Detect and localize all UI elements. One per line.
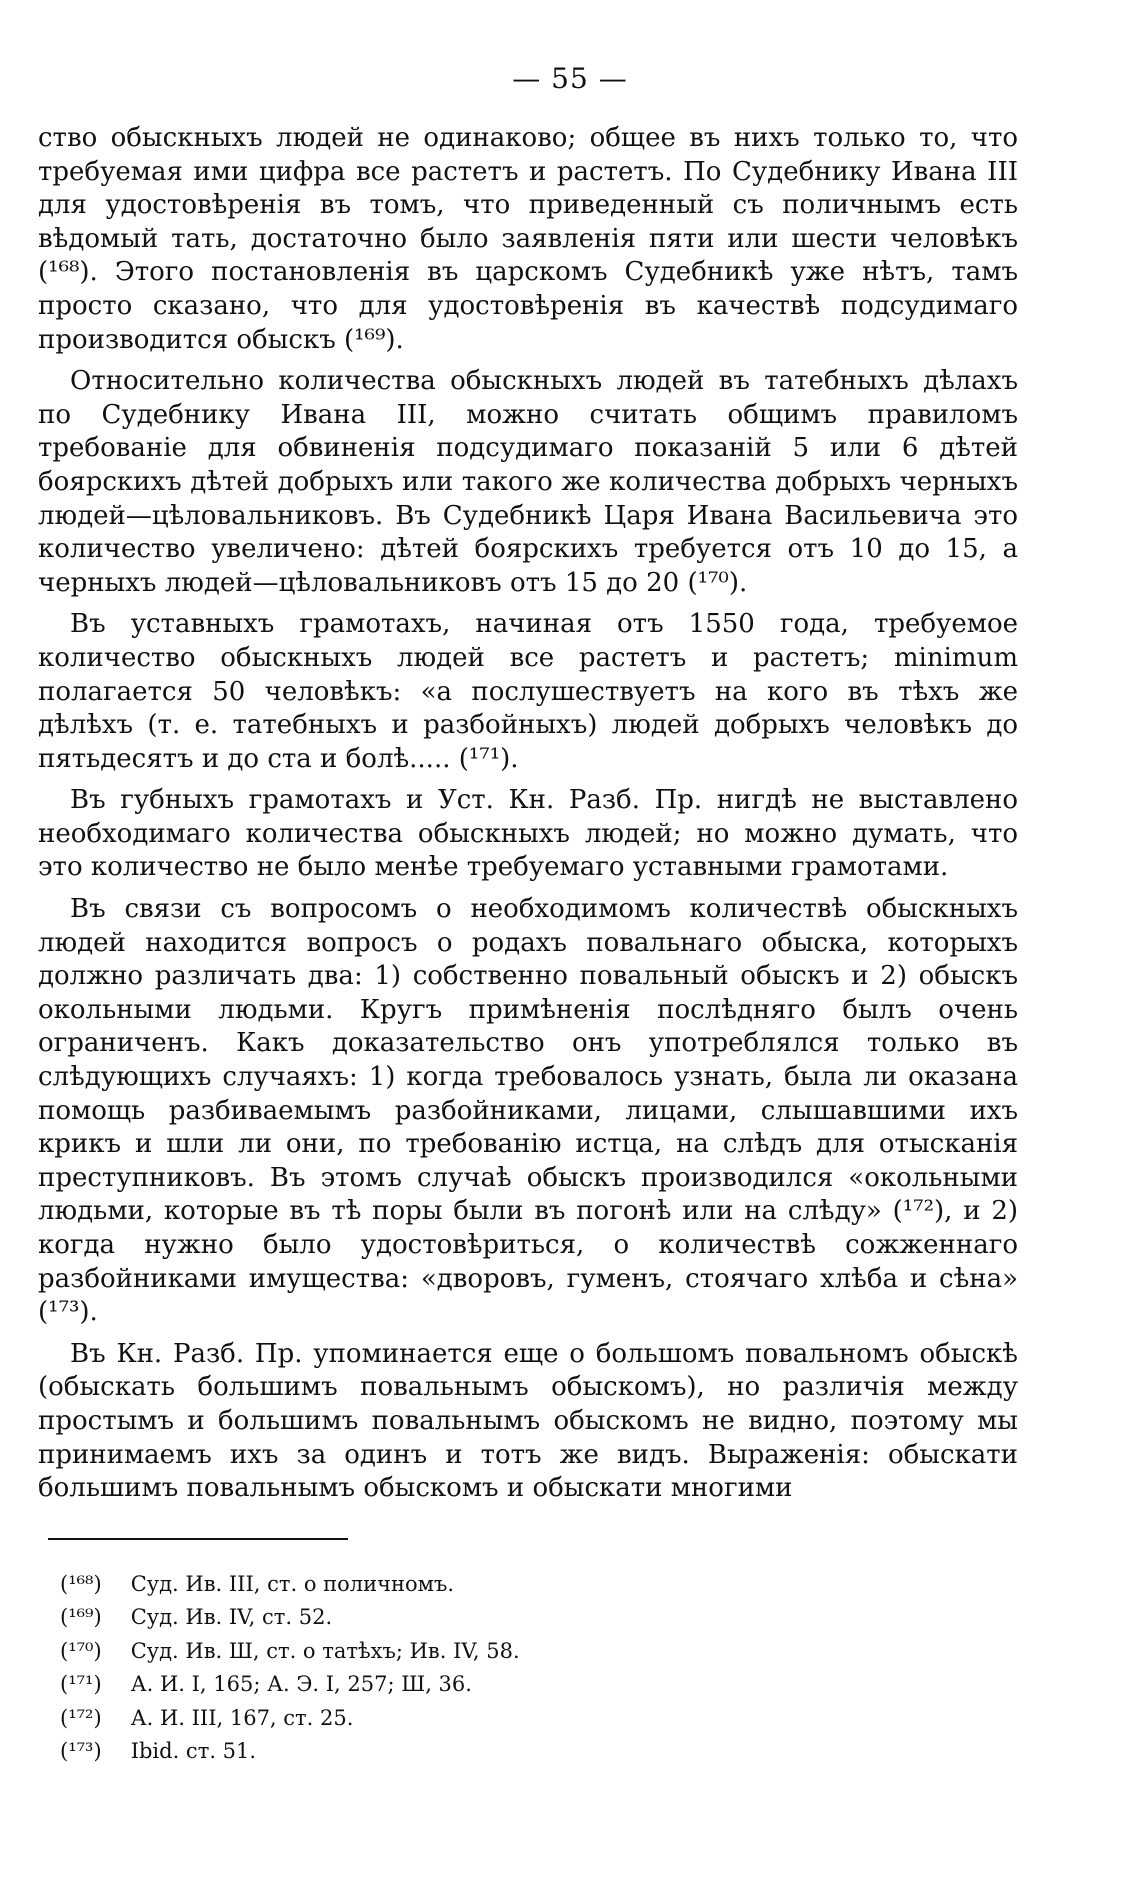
footnote-divider bbox=[48, 1538, 348, 1540]
paragraph-4: Въ губныхъ грамотахъ и Уст. Кн. Разб. Пр. нигдѣ не выставлено необходимаго количества обыскныхъ людей; но можно думать, что это количество не было менѣе требуемаго уставными грамотами. bbox=[38, 785, 1018, 883]
paragraph-1: ство обыскныхъ людей не одинаково; общее въ нихъ только то, что требуемая ими цифра все растетъ и растетъ. По Судебнику Ивана III для удостовѣренія въ томъ, что приведенный съ поличнымъ есть вѣдомый тать, достаточно было заявленія пяти или шести человѣкъ (¹⁶⁸). Этого постановленія въ царскомъ Судебникѣ уже нѣтъ, тамъ просто сказано, что для удостовѣренія въ качествѣ подсудимаго производится обыскъ (¹⁶⁹). bbox=[38, 123, 1018, 355]
paragraph-5: Въ связи съ вопросомъ о необходимомъ количествѣ обыскныхъ людей находится вопросъ о родахъ повальнаго обыска, которыхъ должно различать два: 1) собственно повальный обыскъ и 2) обыскъ окольными людьми. Кругъ примѣненія послѣдняго былъ очень ограниченъ. Какъ доказательство онъ употреблялся только въ слѣдующихъ случаяхъ: 1) когда требовалось узнать, была ли оказана помощь разбиваемымъ разбойниками, лицами, слышавшими ихъ крикъ и шли ли они, по требованію истца, на слѣдъ для отысканія преступниковъ. Въ этомъ случаѣ обыскъ производился «окольными людьми, которые въ тѣ поры были въ погонѣ или на слѣду» (¹⁷²), и 2) когда нужно было удостовѣриться, о количествѣ сожженнаго разбойниками имущества: «дворовъ, гуменъ, стоячаго хлѣба и сѣна» (¹⁷³). bbox=[38, 894, 1018, 1328]
paragraph-6: Въ Кн. Разб. Пр. упоминается еще о большомъ повальномъ обыскѣ (обыскать большимъ повальнымъ обыскомъ), но различія между простымъ и большимъ повальнымъ обыскомъ не видно, поэтому мы принимаемъ ихъ за одинъ и тотъ же видъ. Выраженія: обыскати большимъ повальнымъ обыскомъ и обыскати многими bbox=[38, 1338, 1018, 1504]
footnote-text: А. И. I, 165; А. Э. I, 257; Ш, 36. bbox=[130, 1672, 472, 1697]
footnote-171 bbox=[60, 1668, 960, 1701]
footnote-text: Суд. Ив. Ш, ст. о татѣхъ; Ив. IV, 58. bbox=[130, 1638, 520, 1663]
footnote-170 bbox=[60, 1635, 960, 1668]
footnote-mark: (¹⁷³) bbox=[60, 1739, 102, 1764]
paragraph-3: Въ уставныхъ грамотахъ, начиная отъ 1550 года, требуемое количество обыскныхъ людей все растетъ и растетъ; minimum полагается 50 человѣкъ: «а послушествуетъ на кого въ тѣхъ же дѣлѣхъ (т. е. татебныхъ и разбойныхъ) людей добрыхъ человѣкъ до пятьдесятъ и до ста и болѣ..... (¹⁷¹). bbox=[38, 609, 1018, 774]
body-text bbox=[38, 122, 1018, 1514]
footnote-text: Суд. Ив. IV, ст. 52. bbox=[130, 1605, 333, 1630]
footnote-mark: (¹⁶⁹) bbox=[60, 1605, 102, 1630]
footnote-mark: (¹⁷¹) bbox=[60, 1672, 102, 1697]
footnote-text: Ibid. ст. 51. bbox=[130, 1739, 257, 1764]
footnote-mark: (¹⁷²) bbox=[60, 1705, 102, 1730]
footnote-172 bbox=[60, 1702, 960, 1735]
footnote-mark: (¹⁷⁰) bbox=[60, 1638, 102, 1663]
footnote-173 bbox=[60, 1735, 960, 1768]
footnote-169 bbox=[60, 1601, 960, 1634]
paragraph-2: Относительно количества обыскныхъ людей въ татебныхъ дѣлахъ по Судебнику Ивана III, можно считать общимъ правиломъ требованіе для обвиненія подсудимаго показаній 5 или 6 дѣтей боярскихъ дѣтей добрыхъ или такого же количества добрыхъ черныхъ людей—цѣловальниковъ. Въ Судебникѣ Царя Ивана Васильевича это количество увеличено: дѣтей боярскихъ требуется отъ 10 до 15, а черныхъ людей—цѣловальниковъ отъ 15 до 20 (¹⁷⁰). bbox=[38, 366, 1018, 598]
footnote-mark: (¹⁶⁸) bbox=[60, 1572, 102, 1596]
page-number: — 55 — bbox=[512, 62, 628, 95]
footnote-text: Суд. Ив. III, ст. о поличномъ. bbox=[130, 1572, 455, 1596]
footnote-168 bbox=[60, 1568, 960, 1601]
footnote-text: А. И. III, 167, ст. 25. bbox=[130, 1705, 354, 1730]
footnotes bbox=[60, 1568, 960, 1768]
